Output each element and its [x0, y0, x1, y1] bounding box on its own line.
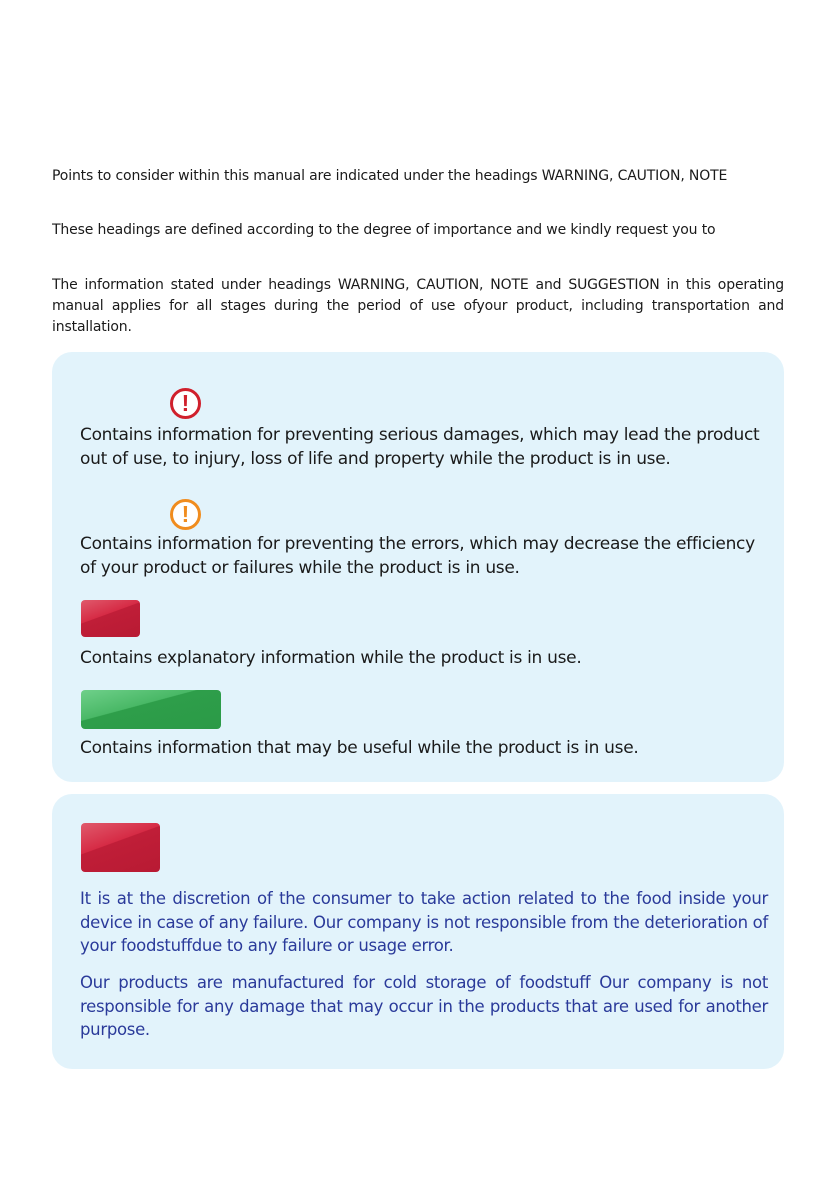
intro-paragraph-3: The information stated under headings WARNING, CAUTION, NOTE and SUGGESTION in this operating manual applies for all stages during the period of use ofyour product, including transportation and installation.	[52, 277, 784, 335]
warning-exclamation-icon: !	[170, 388, 201, 419]
notice-paragraph-1: It is at the discretion of the consumer to take action related to the food inside your device in case of any failure. Our company is not responsible from the deterioration of your foodstuffdue to any failure or usage error.	[80, 889, 768, 955]
note-description: Contains explanatory information while the product is in use.	[80, 648, 582, 668]
caution-description: Contains information for preventing the errors, which may decrease the efficiency of your product or failures while the product is in use.	[80, 534, 755, 578]
caution-exclamation-icon: !	[170, 499, 201, 530]
headings-legend-panel	[52, 352, 784, 782]
note-badge	[81, 600, 140, 637]
notice-panel	[52, 794, 784, 1069]
warning-description: Contains information for preventing serious damages, which may lead the product out of use, to injury, loss of life and property while the product is in use.	[80, 425, 760, 469]
intro-paragraph-1: Points to consider within this manual are indicated under the headings WARNING, CAUTION, NOTE	[52, 168, 728, 184]
suggestion-badge	[81, 690, 221, 729]
notice-note-badge	[81, 823, 160, 872]
suggestion-description: Contains information that may be useful while the product is in use.	[80, 738, 639, 758]
intro-paragraph-2: These headings are defined according to the degree of importance and we kindly request you to	[52, 222, 716, 238]
notice-paragraph-2: Our products are manufactured for cold storage of foodstuff Our company is not responsible for any damage that may occur in the products that are used for another purpose.	[80, 973, 768, 1039]
